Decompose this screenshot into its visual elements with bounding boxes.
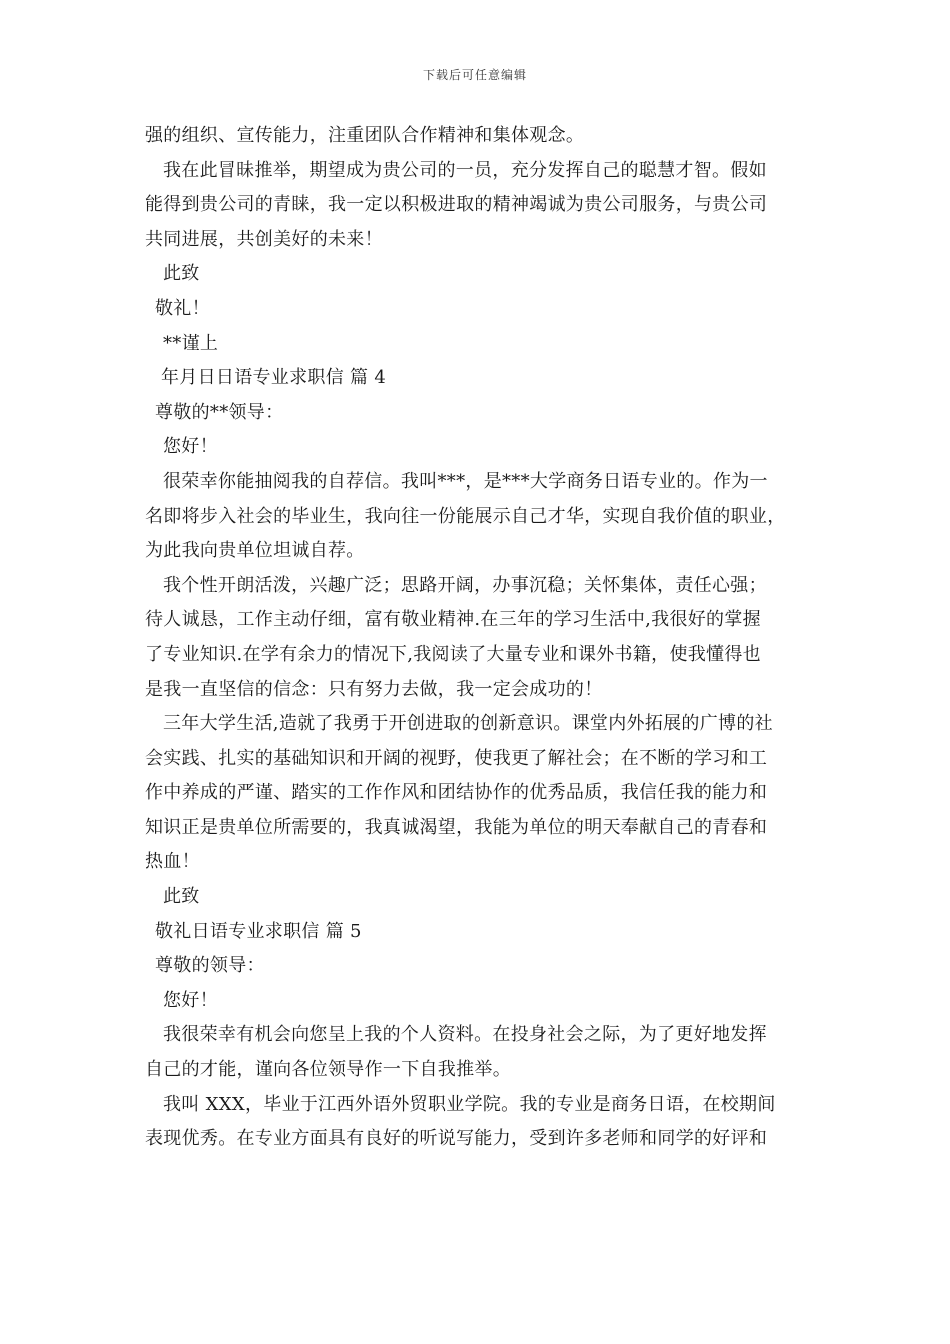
text-line: 热血！ <box>145 851 200 873</box>
text-line: 敬礼！ <box>155 297 210 319</box>
text-line: 尊敬的**领导： <box>155 401 284 423</box>
text-line: 待人诚恳，工作主动仔细，富有敬业精神.在三年的学习生活中,我很好的掌握 <box>145 609 761 631</box>
text-line: **谨上 <box>163 332 219 354</box>
text-line: 强的组织、宣传能力，注重团队合作精神和集体观念。 <box>145 125 585 146</box>
text-line: 三年大学生活,造就了我勇于开创进取的创新意识。课堂内外拓展的广博的社 <box>163 713 773 735</box>
text-line: 为此我向贵单位坦诚自荐。 <box>145 540 365 562</box>
text-line: 我个性开朗活泼，兴趣广泛；思路开阔，办事沉稳；关怀集体，责任心强； <box>163 574 767 596</box>
text-line: 是我一直坚信的信念：只有努力去做，我一定会成功的！ <box>145 678 603 700</box>
text-line: 您好！ <box>163 989 218 1011</box>
text-line: 知识正是贵单位所需要的，我真诚渴望，我能为单位的明天奉献自己的青春和 <box>145 816 768 838</box>
document-body <box>145 119 810 1157</box>
text-line: 我在此冒昧推举，期望成为贵公司的一员，充分发挥自己的聪慧才智。假如 <box>163 159 767 181</box>
text-line: 自己的才能，谨向各位领导作一下自我推举。 <box>145 1059 511 1081</box>
text-line: 了专业知识.在学有余力的情况下,我阅读了大量专业和课外书籍，使我懂得也 <box>145 643 761 665</box>
page-header-note: 下载后可任意编辑 <box>422 68 527 82</box>
section-title: 敬礼日语专业求职信 篇 5 <box>155 920 362 942</box>
text-line: 名即将步入社会的毕业生，我向往一份能展示自己才华，实现自我价值的职业， <box>145 505 786 527</box>
section-title: 年月日日语专业求职信 篇 4 <box>161 367 387 389</box>
text-line: 此致 <box>163 263 200 285</box>
text-line: 能得到贵公司的青睐，我一定以积极进取的精神竭诚为贵公司服务，与贵公司 <box>145 194 768 216</box>
text-line: 您好！ <box>163 436 218 458</box>
text-line: 作中养成的严谨、踏实的工作作风和团结协作的优秀品质，我信任我的能力和 <box>145 782 768 804</box>
text-line: 会实践、扎实的基础知识和开阔的视野，使我更了解社会；在不断的学习和工 <box>145 747 768 769</box>
text-line: 共同进展，共创美好的未来！ <box>145 228 383 250</box>
text-line: 很荣幸你能抽阅我的自荐信。我叫***，是***大学商务日语专业的。作为一 <box>163 470 768 492</box>
text-line: 尊敬的领导： <box>155 955 265 977</box>
text-line: 此致 <box>163 886 200 908</box>
text-line: 我叫 XXX，毕业于江西外语外贸职业学院。我的专业是商务日语，在校期间 <box>163 1093 776 1115</box>
text-line: 我很荣幸有机会向您呈上我的个人资料。在投身社会之际，为了更好地发挥 <box>163 1024 767 1046</box>
text-line: 表现优秀。在专业方面具有良好的听说写能力，受到许多老师和同学的好评和 <box>145 1128 768 1150</box>
